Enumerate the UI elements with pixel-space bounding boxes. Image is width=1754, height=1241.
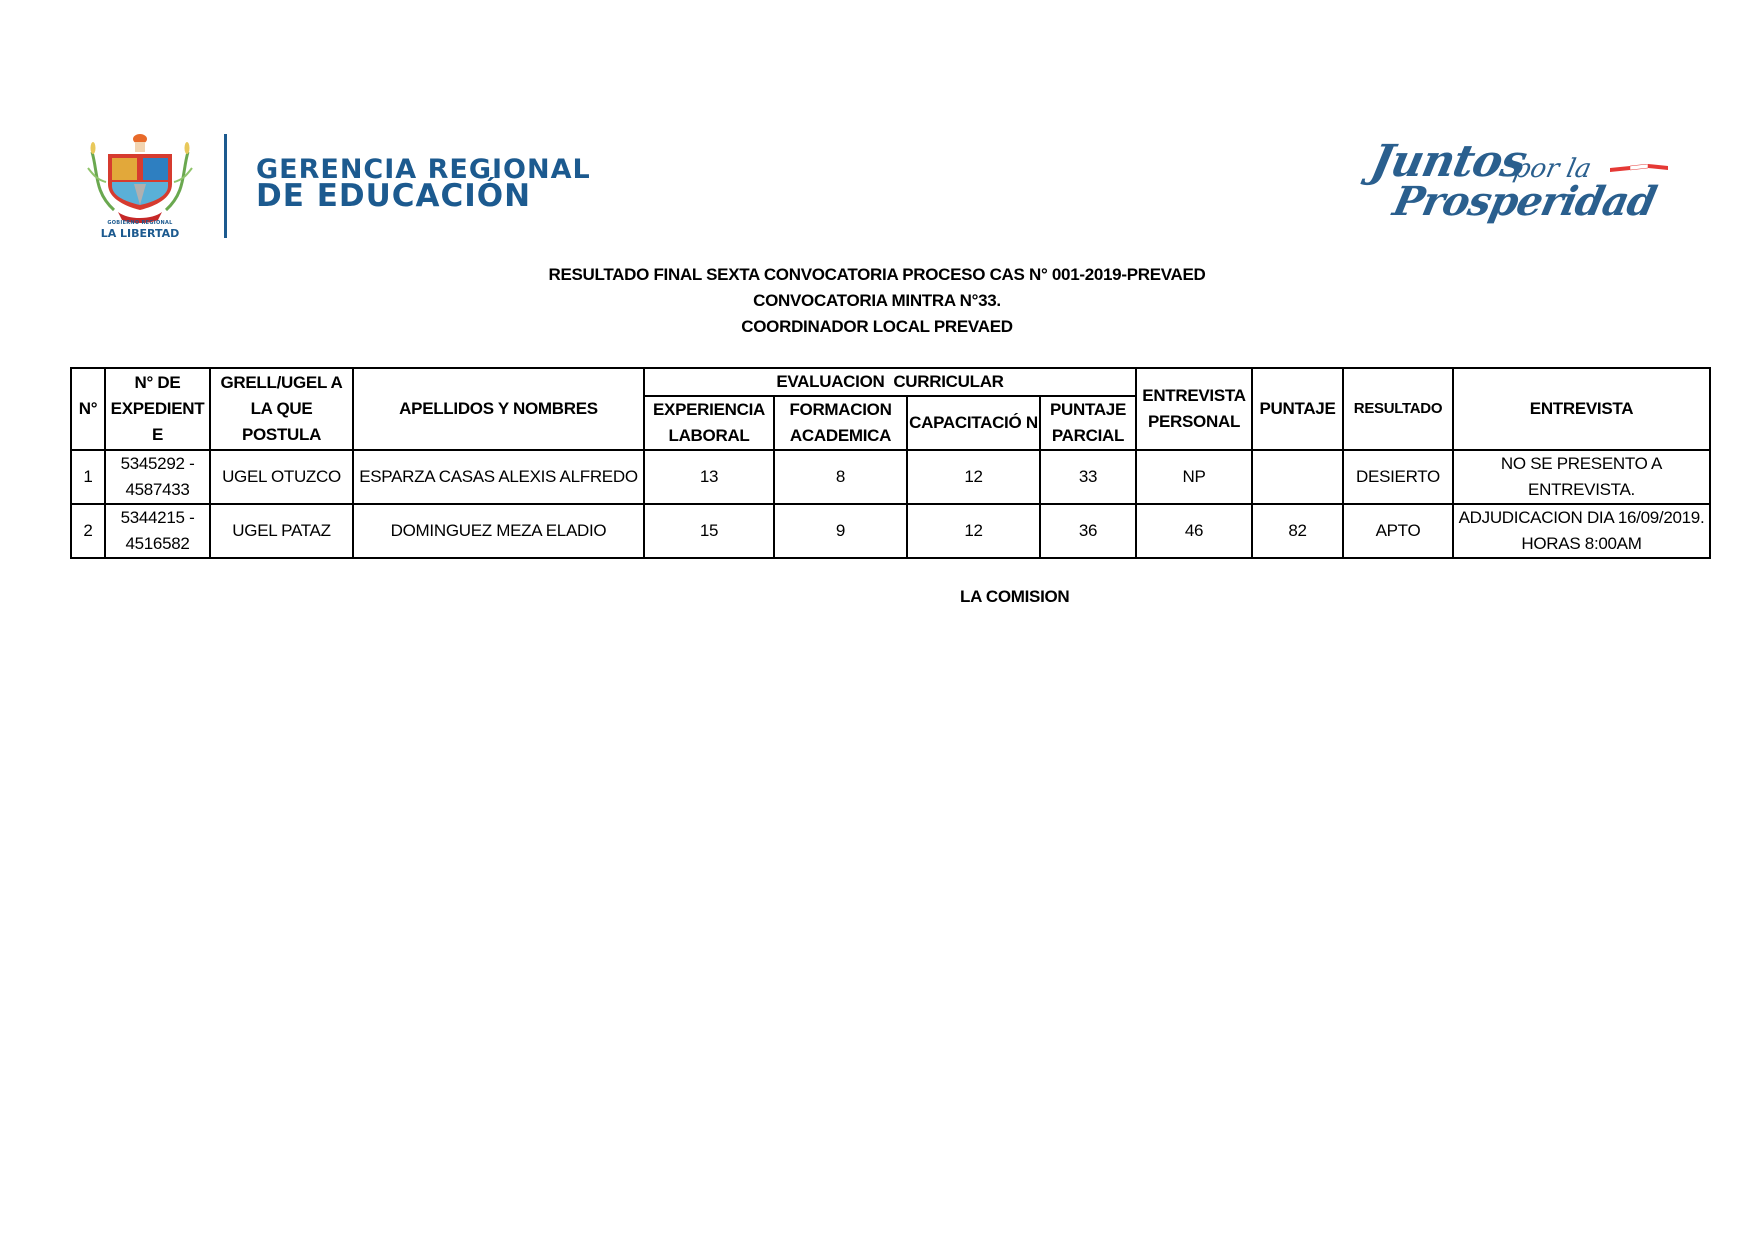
crest-caption-big: LA LIBERTAD bbox=[100, 227, 180, 240]
header-formacion: FORMACION ACADEMICA bbox=[774, 396, 907, 450]
institution-line-2: DE EDUCACIÓN bbox=[256, 178, 532, 214]
cell-puntaje: 82 bbox=[1252, 504, 1343, 558]
header-ugel: GRELL/UGEL A LA QUE POSTULA bbox=[210, 368, 353, 450]
expediente-part-1: 5344215 - bbox=[120, 508, 195, 527]
entrevista-line-1: NO SE PRESENTO A ENTREVISTA. bbox=[1500, 454, 1663, 499]
header-entrevista-personal: ENTREVISTA PERSONAL bbox=[1136, 368, 1252, 450]
header-resultado: RESULTADO bbox=[1343, 368, 1453, 450]
cell-puntaje-parcial: 33 bbox=[1040, 450, 1136, 504]
expediente-part-2: 4516582 bbox=[125, 534, 190, 553]
document-subtitle-convocatoria: CONVOCATORIA MINTRA N°33. bbox=[753, 291, 1001, 310]
crest-caption-small: GOBIERNO REGIONAL bbox=[107, 220, 173, 226]
peru-flag-icon bbox=[1610, 164, 1668, 174]
cell-capacitacion: 12 bbox=[907, 504, 1040, 558]
cell-puntaje bbox=[1252, 450, 1343, 504]
cell-nombres: DOMINGUEZ MEZA ELADIO bbox=[353, 504, 644, 558]
header-capacitacion: CAPACITACIÓ N bbox=[907, 396, 1040, 450]
cell-ugel: UGEL OTUZCO bbox=[210, 450, 353, 504]
table-row bbox=[71, 450, 1710, 504]
cell-resultado: DESIERTO bbox=[1343, 450, 1453, 504]
slogan-word-1: Juntos bbox=[1366, 136, 1531, 187]
table-row bbox=[71, 504, 1710, 558]
cell-capacitacion: 12 bbox=[907, 450, 1040, 504]
juntos-por-la-prosperidad-logo bbox=[1368, 134, 1668, 234]
header-entrevista: ENTREVISTA bbox=[1453, 368, 1710, 450]
logo-divider bbox=[224, 134, 227, 238]
cell-resultado: APTO bbox=[1343, 504, 1453, 558]
cell-puntaje-parcial: 36 bbox=[1040, 504, 1136, 558]
cell-entrevista bbox=[1453, 504, 1710, 558]
results-table bbox=[70, 367, 1711, 559]
slogan-word-2: por la bbox=[1510, 154, 1595, 184]
entrevista-line-1: ADJUDICACION DIA 16/09/2019. bbox=[1458, 508, 1705, 527]
cell-entrevista-personal: NP bbox=[1136, 450, 1252, 504]
header-experiencia: EXPERIENCIA LABORAL bbox=[644, 396, 774, 450]
entrevista-line-2: HORAS 8:00AM bbox=[1521, 534, 1642, 553]
cell-expediente bbox=[105, 504, 210, 558]
cell-entrevista-personal: 46 bbox=[1136, 504, 1252, 558]
document-title: RESULTADO FINAL SEXTA CONVOCATORIA PROCESO CAS N° 001-2019-PREVAED bbox=[548, 265, 1206, 284]
header-nombres: APELLIDOS Y NOMBRES bbox=[353, 368, 644, 450]
table-header-row bbox=[71, 368, 1710, 396]
institution-line-1: GERENCIA REGIONAL bbox=[256, 154, 591, 185]
signature-la-comision: LA COMISION bbox=[960, 587, 1070, 606]
cell-ugel: UGEL PATAZ bbox=[210, 504, 353, 558]
cell-formacion: 8 bbox=[774, 450, 907, 504]
cell-entrevista bbox=[1453, 450, 1710, 504]
header-num: N° bbox=[71, 368, 105, 450]
expediente-part-2: 4587433 bbox=[125, 480, 190, 499]
expediente-part-1: 5345292 - bbox=[120, 454, 195, 473]
institution-logo-text bbox=[256, 154, 591, 214]
header-puntaje: PUNTAJE bbox=[1252, 368, 1343, 450]
header-evaluacion-curricular: EVALUACION CURRICULAR bbox=[644, 368, 1136, 396]
cell-num: 2 bbox=[71, 504, 105, 558]
cell-num: 1 bbox=[71, 450, 105, 504]
header-expediente: N° DE EXPEDIENT E bbox=[105, 368, 210, 450]
cell-expediente bbox=[105, 450, 210, 504]
cell-nombres: ESPARZA CASAS ALEXIS ALFREDO bbox=[353, 450, 644, 504]
document-subtitle-position: COORDINADOR LOCAL PREVAED bbox=[741, 317, 1013, 336]
cell-experiencia: 15 bbox=[644, 504, 774, 558]
slogan-word-3: Prosperidad bbox=[1389, 178, 1660, 225]
header-puntaje-parcial: PUNTAJE PARCIAL bbox=[1040, 396, 1136, 450]
cell-experiencia: 13 bbox=[644, 450, 774, 504]
cell-formacion: 9 bbox=[774, 504, 907, 558]
